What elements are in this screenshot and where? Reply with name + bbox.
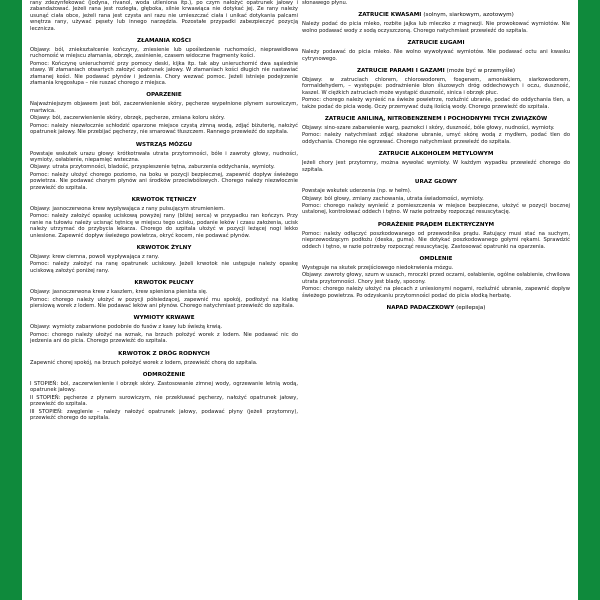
section-title <box>302 305 570 312</box>
section <box>30 245 298 274</box>
section <box>30 92 298 135</box>
section-paragraph: Występuje na skutek przejściowego niedokrwienia mózgu. <box>302 264 454 271</box>
section-title <box>30 38 298 45</box>
section-paragraph: Pomoc: chorego należy ułożyć na plecach z uniesionymi nogami, rozluźnić ubranie, zapewnić dopływ świeżego powietrza. Po odzyskaniu przytomności podać do picia słodką herbatę. <box>302 286 570 299</box>
section-paragraph: I STOPIEŃ: ból, zaczerwienienie i obrzęk skóry. Zastosowanie zimnej wody, ogrzewanie letnią wodą, opatrunek jałowy. <box>30 381 298 394</box>
section <box>302 305 570 312</box>
section-paragraph: Pomoc: należy niezwłocznie schłodzić oparzone miejsce czystą zimną wodą, zdjąć biżuterię, nałożyć opatrunek jałowy. Nie przebijać pęcherzy, nie smarować tłuszczem. Rannego przewieźć do szpitala. <box>30 122 298 136</box>
section-title <box>30 315 298 322</box>
section-title-text: ZATRUCIE KWASAMI <box>358 12 422 19</box>
section-paragraph: Pomoc: należy założyć na ranę opatrunek uciskowy. Jeżeli krwotok nie ustępuje należy opaskę uciskową założyć poniżej rany. <box>30 261 298 274</box>
section-paragraph: Objawy: jasnoczerwona krew wypływająca z rany pulsującym strumieniem. <box>30 205 225 212</box>
section-title <box>302 222 570 229</box>
section-paragraph: Pomoc: Kończynę unieruchomić przy pomocy deski, kijka itp. tak aby unieruchomić dwa sąsiednie stawy. W złamaniach otwartych założyć opatrunek jałowy. W złamaniach kości długich nie nastawiać złamanej kości. Nie podawać płynów i jedzenia. Chory wezwać pomoc. Jeżeli istnieje podejrzenie złamania kręgosłupa – nie ruszać chorego z miejsca. <box>30 60 298 87</box>
section <box>302 0 570 6</box>
section-paragraph: Powstaje wskutek uderzenia (np. w hełm). <box>302 188 412 195</box>
section <box>302 256 570 299</box>
section-paragraph: Objawy: ból, zaczerwienienie skóry, obrzęk, pęcherze, zmiana koloru skóry. <box>30 115 225 122</box>
section-title <box>302 116 570 123</box>
section-title-text: ZATRUCIE ŁUGAMI <box>407 40 465 47</box>
left-green-border <box>0 0 22 600</box>
section-title-text: ZATRUCIE ANILINĄ, NITROBENZENEM I POCHODNYMI TYCH ZWIĄZKÓW <box>324 116 548 123</box>
section-title-text: ZŁAMANIA KOŚCI <box>137 38 191 45</box>
section-paragraph: Objawy: sino-szare zabarwienie warg, paznokci i skóry, duszność, bóle głowy, nudności, wymioty. <box>302 125 555 132</box>
section <box>30 142 298 191</box>
section-paragraph: słonawego płynu. <box>302 0 348 6</box>
section <box>30 372 298 421</box>
section-paragraph: rany zdezynfekować (jodyna, rivanol, woda utleniona itp.), po czym nałożyć opatrunek jałowy i zabandażować. Jeżeli rana jest rozległa, głęboka, silnie krwawiąca nie dotykać jej. Ze rany należy usunąć ciała obce, jeżeli rana jest czysta ani razu nie umieszczać ciała i unikać dotykania palcami wnętrza rany, używać pęsety lub innego narzędzia. Pozostałe przypadki zabezpieczyć pozycją lecznicza. <box>30 0 298 32</box>
section <box>302 151 570 173</box>
section-subtitle: (epilepsja) <box>456 304 486 311</box>
section-title <box>302 151 570 158</box>
right-column <box>302 0 570 600</box>
section-title-text: ZATRUCIE ALKOHOLEM METYLOWYM <box>378 151 494 158</box>
section-paragraph: II STOPIEŃ: pęcherze z płynem surowiczym, nie przekłuwać pęcherzy, nałożyć opatrunek jałowy, przewieźć do szpitala. <box>30 394 298 408</box>
section-title-text: OMDLENIE <box>419 255 453 262</box>
section-paragraph: Objawy: ból, zniekształcenie kończyny, zniesienie lub upośledzenie ruchomości, nieprawidłowa ruchomość w miejscu złamania, obrzęk, zasinienie, czasem widoczne fragmenty kości. <box>30 47 298 60</box>
section <box>30 315 298 344</box>
section-title <box>30 245 298 252</box>
section-paragraph: Objawy: ból głowy, zmiany zachowania, utrata świadomości, wymioty. <box>302 195 484 202</box>
section-paragraph: Jeżeli chory jest przytomny, można wywołać wymioty. W każdym wypadku przewieźć chorego do szpitala. <box>302 160 570 173</box>
section <box>302 179 570 216</box>
section-title-text: NAPAD PADACZKOWY <box>386 304 455 311</box>
section-paragraph: Pomoc: chorego należy ułożyć na wznak, na brzuch położyć worek z lodem. Nie podawać nic do jedzenia ani do picia. Chorego przewieźć do szpitala. <box>30 331 298 345</box>
section <box>302 12 570 34</box>
section-title <box>302 179 570 186</box>
section-subtitle: (może być w przemyśle) <box>446 68 515 75</box>
right-green-border <box>578 0 600 600</box>
section <box>30 280 298 309</box>
section-paragraph: Zapewnić chorej spokój, na brzuch położyć worek z lodem, przewieźć chorą do szpitala. <box>30 359 258 366</box>
section-paragraph: Pomoc: chorego należy wynieść z pomieszczenia w miejsce bezpieczne, ułożyć w pozycji bocznej ustalonej, kontrolować oddech i tętno. W razie potrzeby rozpocząć resuscytację. <box>302 202 570 216</box>
section <box>302 222 570 250</box>
section-title-text: OPARZENIE <box>146 92 182 99</box>
section-title <box>30 372 298 379</box>
section-title <box>302 12 570 19</box>
section-title <box>30 197 298 204</box>
section-paragraph: Objawy: krew ciemna, powoli wypływająca z rany. <box>30 253 159 260</box>
section <box>30 38 298 86</box>
section-paragraph: Pomoc: chorego należy wynieść na świeże powietrze, rozluźnić ubranie, podać do oddychania tlen, a także podać do picia wodę. Oczy przemywać dużą ilością wody. Chorego przewieźć do szpitala. <box>302 97 570 110</box>
section-paragraph: Pomoc: należy natychmiast zdjąć skażone ubranie, umyć skórę wodą z mydłem, podać tlen do oddychania. Chorego nie ogrzewać. Chorego natychmiast przewieźć do szpitala. <box>302 132 570 145</box>
section-paragraph: Najważniejszym objawem jest ból, zaczerwienienie skóry, pęcherze wypełnione płynem surowiczym, martwica. <box>30 101 298 114</box>
section-title-text: KRWOTOK PŁUCNY <box>134 280 194 287</box>
section <box>30 0 298 32</box>
section-title <box>302 40 570 47</box>
section-title-text: KRWOTOK TĘTNICZY <box>131 196 197 203</box>
section-title-text: KRWOTOK ŻYLNY <box>136 244 192 251</box>
section-title-text: KRWOTOK Z DRÓG RODNYCH <box>118 350 210 357</box>
section <box>302 68 570 110</box>
section-paragraph: Objawy: zawroty głowy, szum w uszach, mroczki przed oczami, osłabienie, ogólne osłabienie, chwilowa utrata przytomności. Chory jest blady, spocony. <box>302 272 570 285</box>
section-paragraph: Pomoc: chorego należy ułożyć w pozycji półsiedzącej, zapewnić mu spokój, podłożyć na klatkę piersiową worek z lodem. Nie podawać leków ani płynów. Chorego natychmiast przewieźć do szpitala. <box>30 296 298 309</box>
section-title-text: ZATRUCIE PARAMI I GAZAMI <box>356 68 445 75</box>
section-paragraph: Objawy: jasnoczerwona krew z kaszlem, krew spieniona pienista się. <box>30 289 208 296</box>
section-title-text: WSTRZĄS MÓZGU <box>135 141 193 148</box>
section-paragraph: Objawy: utrata przytomności, bladość, przyspieszenie tętna, zaburzenia oddychania, wymioty. <box>30 164 275 171</box>
section-paragraph: Pomoc: należy ułożyć chorego poziomo, na boku w pozycji bezpiecznej, zapewnić dopływ świeżego powietrza. Nie podawać chorym płynów ani środków przeciwbólowych. Chorego należy niezwłocznie przewieźć do szpitala. <box>30 171 298 191</box>
section-title <box>30 351 298 358</box>
section <box>30 197 298 239</box>
section-subtitle: (solnym, siarkowym, azotowym) <box>423 12 514 19</box>
section-title <box>30 142 298 149</box>
section <box>302 116 570 145</box>
section-title-text: URAZ GŁOWY <box>414 179 458 186</box>
section-paragraph: Objawy: wymioty zabarwione podobnie do fusów z kawy lub świeżą krwią. <box>30 324 223 331</box>
section <box>302 40 570 62</box>
section-title-text: ODMROŻENIE <box>142 372 186 379</box>
section-title <box>30 280 298 287</box>
section-paragraph: Należy podawać do picia mleko. Nie wolno wywoływać wymiotów. Nie podawać octu ani kwasku cytrynowego. <box>302 49 570 62</box>
section-title <box>302 256 570 263</box>
section-title <box>30 92 298 99</box>
section-title <box>302 68 570 75</box>
section-paragraph: Objawy: w zatruciach chlorem, chlorowodorem, fosgenem, amoniakiem, siarkowodorem, formaldehydem, – występuje: podrażnienie błon śluzowych dróg oddechowych i oczu, duszność, kaszel. W ciężkich zatruciach może wystąpić duszność, sinica i obrzęk płuc. <box>302 77 570 96</box>
section-paragraph: Pomoc: należy odłączyć poszkodowanego od przewodnika prądu. Ratujący musi stać na suchym, nieprzewodzącym podłożu (deska, guma). Nie dotykać poszkodowanego gołymi rękami. Sprawdzić oddech i tętno, w razie potrzeby rozpocząć resuscytację. Zastosować opatrunki na oparzenia. <box>302 230 570 250</box>
section-paragraph: Należy podać do picia mleko, rozbite jajka lub mleczko z magnezji. Nie prowokować wymiotów. Nie wolno podawać wody z sodą oczyszczoną. Chorego natychmiast przewieźć do szpitala. <box>302 21 570 34</box>
left-column <box>30 0 298 600</box>
section <box>30 351 298 366</box>
section-title-text: WYMIOTY KRWAWE <box>133 315 195 322</box>
section-title-text: PORAŻENIE PRĄDEM ELEKTRYCZNYM <box>377 221 495 228</box>
section-paragraph: Pomoc: należy założyć opaskę uciskową powyżej rany (bliżej serca) w przypadku ran kończyn. Przy ranie na tułowiu należy ucisnąć tętnicę w miejscu tego ucisku, podanie leków i czasu założenia, ucisk należy utrzymać do przybycia lekarza. Chorego do szpitala ułożyć w pozycji leżącej nogi lekko uniesione. Zapewnić dopływ świeżego powietrza, okryć kocem, nie podawać płynów. <box>30 213 298 239</box>
section-paragraph: III STOPIEŃ: zwęglenie – należy nałożyć opatrunek jałowy, podawać płyny (jeżeli przytomny), przewieźć chorego do szpitala. <box>30 408 298 422</box>
section-paragraph: Powstaje wskutek urazu głowy: krótkotrwała utrata przytomności, bóle i zawroty głowy, nudności, wymioty, osłabienie, niepamięć wsteczna. <box>30 150 298 163</box>
